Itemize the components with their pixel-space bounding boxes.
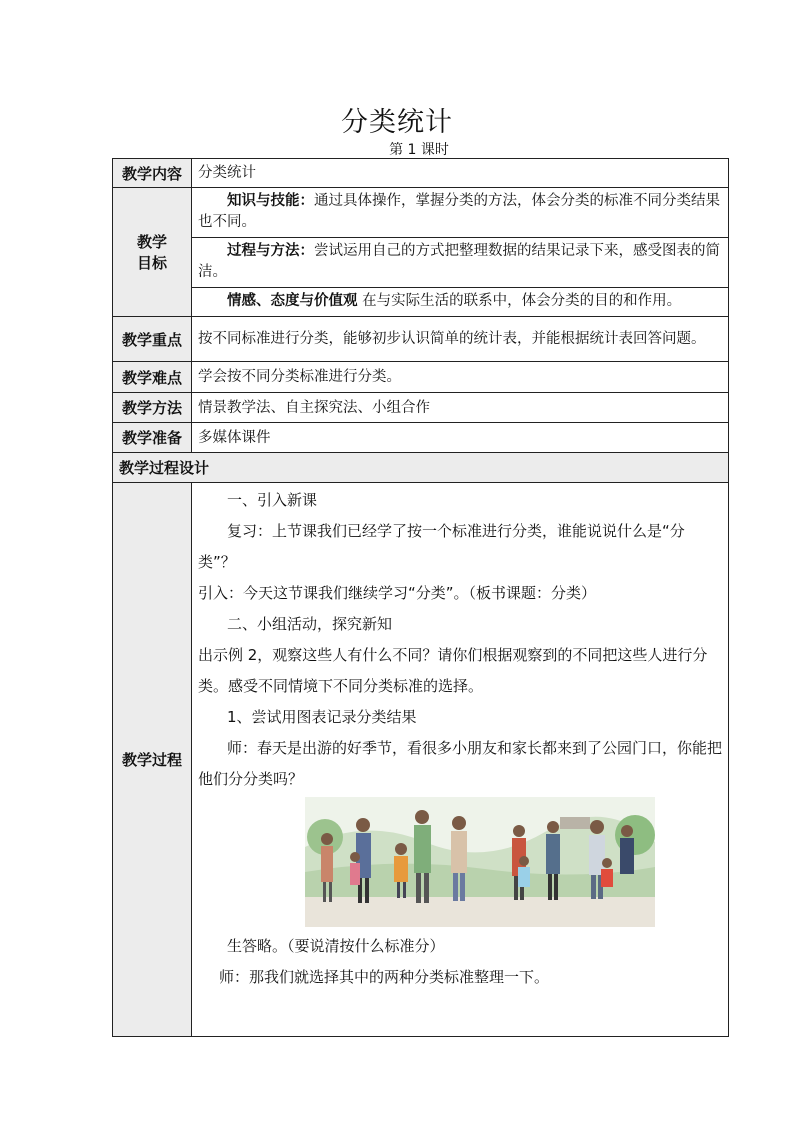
objective-process-text: 尝试运用自己的方式把整理数据的结果记录下来，感受图表的简洁。 [198,243,720,280]
process-example: 出示例 2，观察这些人有什么不同？请你们根据观察到的不同把这些人进行分类。感受不同情境下不同分类标准的选择。 [198,646,708,695]
label-prep: 教学准备 [113,423,192,453]
label-objectives [113,188,192,317]
process-introduce: 引入：今天这节课我们继续学习“分类”。（板书课题：分类） [198,584,597,602]
row-objectives [113,188,729,317]
row-method [113,393,729,423]
value-prep: 多媒体课件 [192,423,729,453]
process-teacher-next: 师：那我们就选择其中的两种分类标准整理一下。 [219,968,550,986]
process-step-1: 1、尝试用图表记录分类结果 [227,708,417,726]
objective-knowledge-text: 通过具体操作，掌握分类的方法，体会分类的标准不同分类结果也不同。 [198,193,720,230]
page-title: 分类统计 [341,107,453,138]
value-process [192,483,729,1037]
row-key-point [113,317,729,362]
row-prep [113,423,729,453]
label-objectives-line1: 教学 [136,233,167,251]
process-review: 复习：上节课我们已经学了按一个标准进行分类，谁能说说什么是“分类”？ [198,522,685,571]
objective-knowledge [192,188,728,238]
objective-attitude-text: 在与实际生活的联系中，体会分类的目的和作用。 [357,293,682,309]
value-method: 情景教学法、自主探究法、小组合作 [192,393,729,423]
process-student-answer: 生答略。（要说清按什么标准分） [227,937,445,955]
label-key-point: 教学重点 [113,317,192,362]
label-difficulty: 教学难点 [113,362,192,393]
objective-attitude [192,288,728,316]
process-intro-heading: 一、引入新课 [227,491,318,509]
value-difficulty: 学会按不同分类标准进行分类。 [192,362,729,393]
value-objectives [192,188,729,317]
label-method: 教学方法 [113,393,192,423]
lesson-plan-table [112,158,729,1037]
objective-knowledge-head: 知识与技能： [227,193,314,209]
label-process: 教学过程 [113,483,192,1037]
value-content: 分类统计 [192,159,729,188]
lesson-subtitle: 第 1 课时 [389,142,449,158]
value-key-point: 按不同标准进行分类，能够初步认识简单的统计表，并能根据统计表回答问题。 [192,317,729,362]
objective-process-head: 过程与方法： [227,243,314,259]
label-objectives-line2: 目标 [136,254,167,272]
process-activity-heading: 二、小组活动，探究新知 [227,615,393,633]
objective-attitude-head: 情感、态度与价值观 [227,293,358,309]
row-process [113,483,729,1037]
process-teacher-question: 师：春天是出游的好季节，看很多小朋友和家长都来到了公园门口，你能把他们分分类吗？ [198,739,723,788]
park-gate-illustration [305,797,655,927]
row-difficulty [113,362,729,393]
label-content: 教学内容 [113,159,192,188]
row-design [113,453,729,483]
label-design: 教学过程设计 [113,453,729,483]
row-content [113,159,729,188]
objective-process [192,238,728,288]
